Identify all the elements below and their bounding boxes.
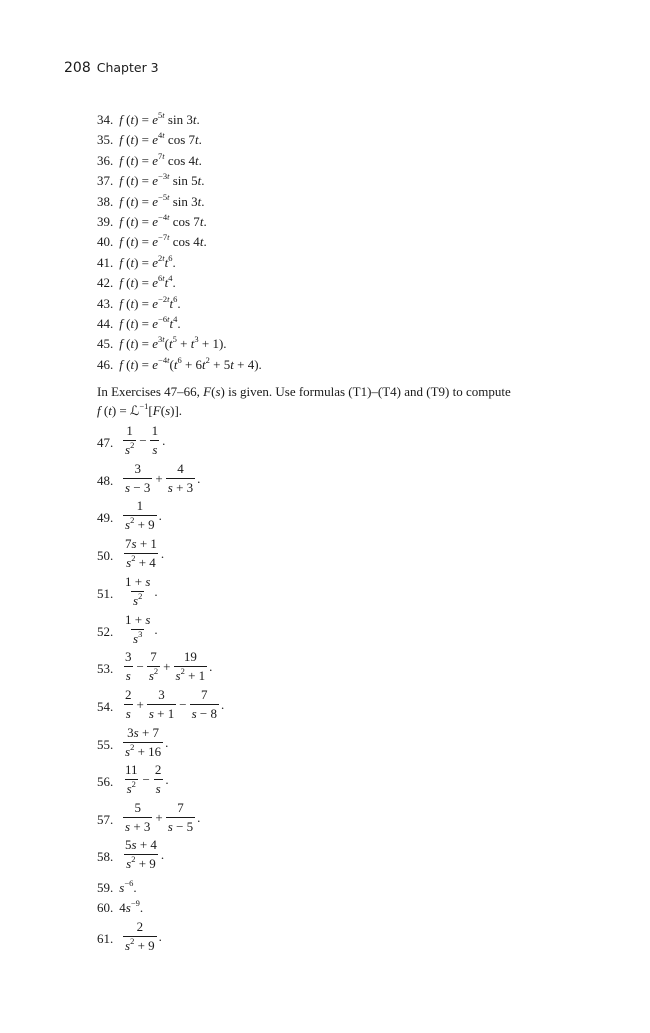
exercise-number: 35. [97,132,114,147]
exercise-expression: f $(t) = e^{-2t}t^6$. [119,294,181,311]
chapter-label: Chapter 3 [96,60,159,75]
exercise-expression: $4s^{-9}$. [119,898,144,915]
exercise-expression: 3 s − 3 + $\frac{4}{s + 3}$ . [125,461,201,495]
exercise-expression: 11 $s^2$ − $\frac{2}{s}$ . [125,762,169,796]
exercise-number: 42. [97,275,114,290]
exercise-60 [97,898,144,915]
exercise-39 [97,212,207,229]
exercise-number: 43. [97,296,114,311]
exercise-37 [97,171,205,188]
exercise-expression: 1 $s^2 + 9$ . [125,498,162,532]
exercise-number: 49. [97,510,114,525]
exercise-expression: f $(t) = e^{-3t}$ sin 5t. [119,171,205,188]
exercise-number: 40. [97,234,114,249]
exercise-expression: f $(t) = e^{3t}(t^5 + t^3 + 1)$. [119,334,227,351]
exercise-number: 55. [97,737,114,752]
exercise-expression: 1 $s^2$ − $\frac{1}{s}$ . [125,423,166,457]
exercise-expression: f $(t) = e^{-5t}$ sin 3t. [119,192,205,209]
exercise-expression: f $(t) = e^{4t}$ cos 7t. [119,130,202,147]
exercise-35 [97,130,202,147]
exercise-38 [97,192,205,209]
exercise-number: 51. [97,586,114,601]
exercise-number: 34. [97,112,114,127]
exercise-expression: 1 + s $s^3$ . [125,612,158,646]
exercise-expression: 2 s + $\frac{3}{s + 1}$ − $\frac{7}{s - 8}$ . [125,687,225,721]
exercise-expression: 7s + 1 $s^2 + 4$ . [125,536,165,570]
exercise-59 [97,878,137,895]
exercise-expression: f $(t) = e^{6t}t^4$. [119,273,176,290]
exercise-36 [97,151,202,168]
exercise-42 [97,273,176,290]
exercise-number: 41. [97,255,114,270]
page-number: 208 [64,60,91,76]
instructions-line-2: f (t) = ℒ$^{-1}$[F(s)]. [97,401,183,418]
exercise-number: 38. [97,194,114,209]
exercise-number: 39. [97,214,114,229]
exercise-46 [97,355,262,372]
exercise-expression: f $(t) = e^{-7t}$ cos 4t. [119,232,207,249]
exercise-number: 57. [97,812,114,827]
exercise-45 [97,334,227,351]
exercise-number: 59. [97,880,114,895]
exercise-number: 61. [97,931,114,946]
exercise-40 [97,232,207,249]
exercise-expression: $s^{-6}$. [119,878,137,895]
exercise-expression: 5s + 4 $s^2 + 9$ . [125,837,165,871]
exercise-number: 50. [97,548,114,563]
exercise-expression: 3s + 7 $s^2 + 16$ . [125,725,169,759]
exercise-number: 48. [97,473,114,488]
exercise-41 [97,253,176,270]
exercise-number: 47. [97,435,114,450]
exercise-number: 56. [97,774,114,789]
exercise-number: 58. [97,849,114,864]
exercise-43 [97,294,181,311]
instructions-paragraph [97,382,597,420]
exercise-number: 54. [97,699,114,714]
exercise-expression: f $(t) = e^{-4t}(t^6 + 6t^2 + 5t + 4)$. [119,355,262,372]
exercise-number: 46. [97,357,114,372]
exercise-number: 60. [97,900,114,915]
exercise-number: 45. [97,336,114,351]
exercise-44 [97,314,181,331]
exercise-expression: 1 + s $s^2$ . [125,574,158,608]
exercise-number: 52. [97,624,114,639]
exercise-expression: 5 s + 3 + $\frac{7}{s - 5}$ . [125,800,201,834]
exercise-expression: f $(t) = e^{7t}$ cos 4t. [119,151,202,168]
exercise-number: 36. [97,153,114,168]
exercise-number: 44. [97,316,114,331]
exercise-expression: f $(t) = e^{5t}$ sin 3t. [119,110,200,127]
exercise-number: 53. [97,661,114,676]
exercise-expression: 3 s − $\frac{7}{s^2}$ + $\frac{19}{s^2 + 1}$ . [125,649,213,683]
exercise-34 [97,110,200,127]
exercise-expression: f $(t) = e^{-6t}t^4$. [119,314,181,331]
exercise-expression: f $(t) = e^{-4t}$ cos 7t. [119,212,207,229]
exercise-expression: 2 $s^2 + 9$ . [125,919,162,953]
page-header [64,57,159,76]
exercise-expression: f $(t) = e^{2t}t^6$. [119,253,176,270]
instructions-line-1: In Exercises 47–66, F(s) is given. Use formulas (T1)–(T4) and (T9) to compute [97,384,511,399]
exercise-number: 37. [97,173,114,188]
